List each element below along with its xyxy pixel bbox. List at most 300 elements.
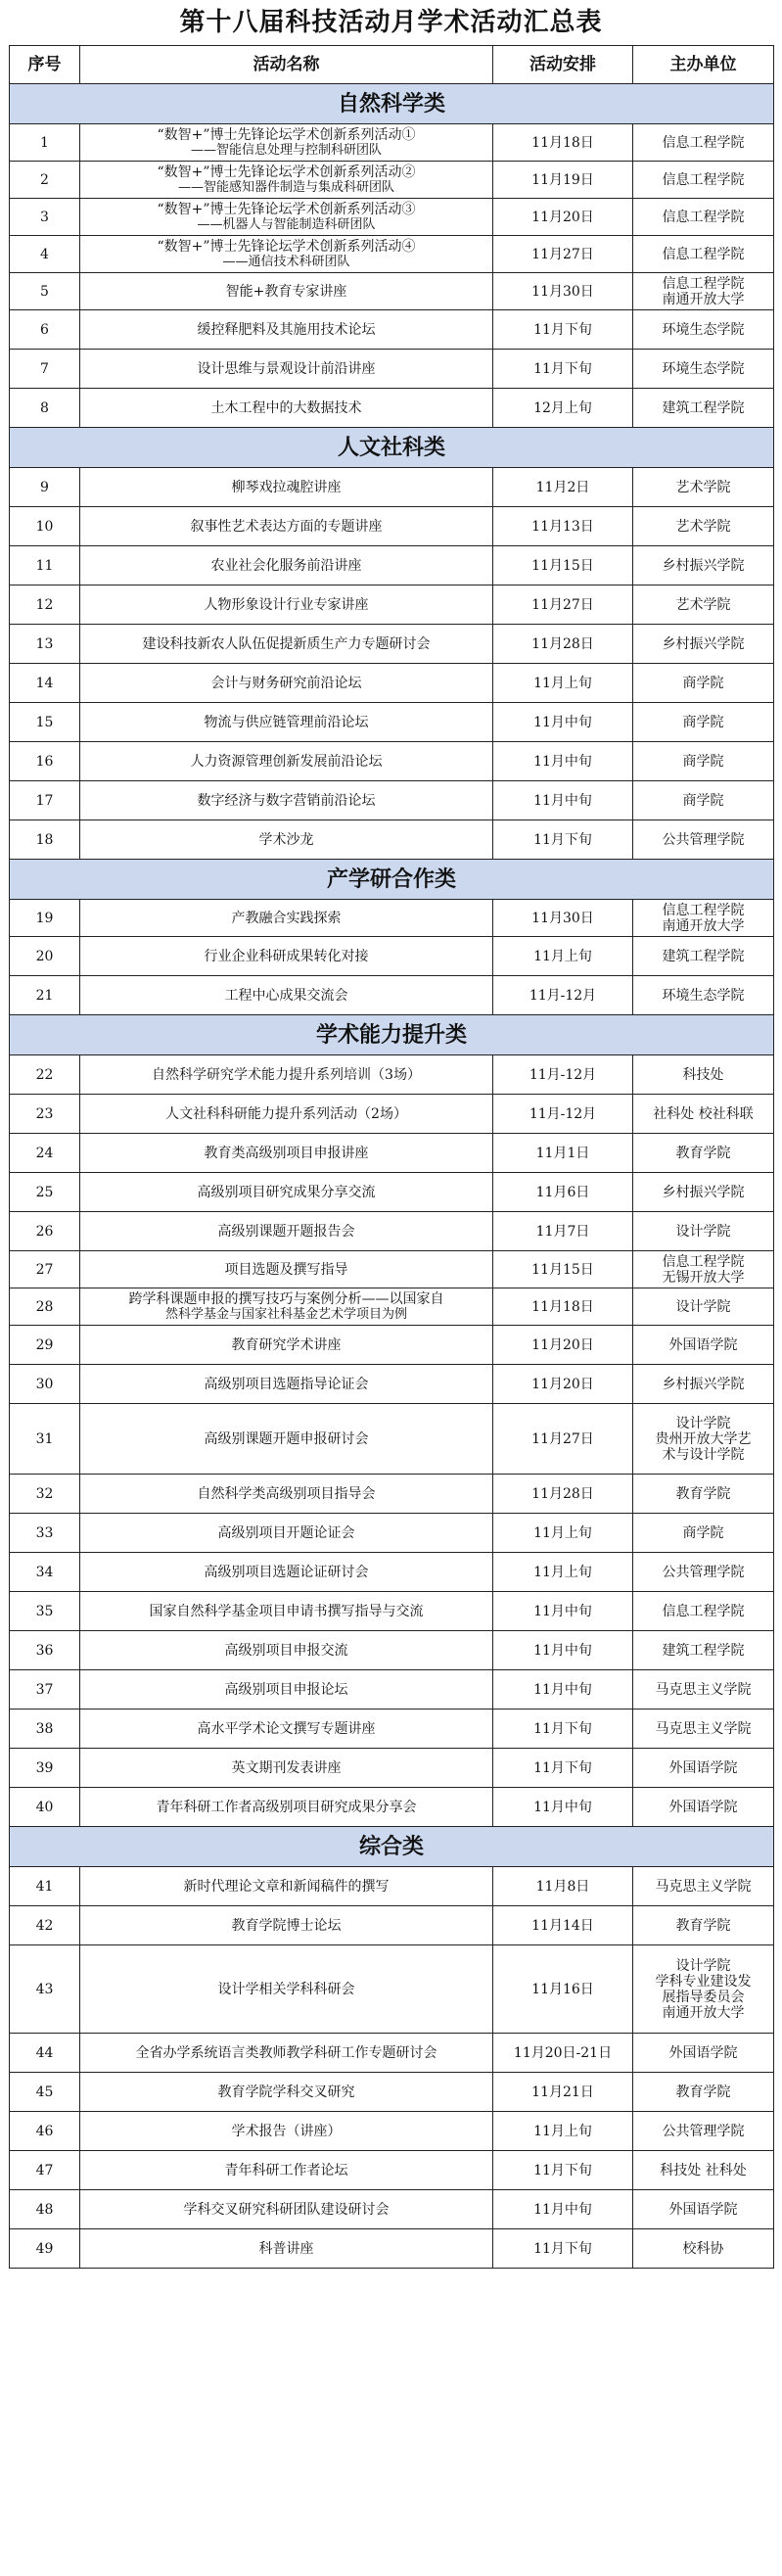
row-number: 29 bbox=[10, 1326, 80, 1365]
host-unit bbox=[633, 199, 774, 236]
activity-time: 11月2日 bbox=[493, 468, 633, 507]
activity-time: 11月28日 bbox=[493, 625, 633, 664]
host-unit-line: 南通开放大学 bbox=[662, 291, 745, 307]
activity-name bbox=[80, 937, 493, 976]
row-number: 39 bbox=[10, 1749, 80, 1788]
activity-time: 11月-12月 bbox=[493, 1055, 633, 1095]
row-number: 44 bbox=[10, 2034, 80, 2073]
row-number: 25 bbox=[10, 1173, 80, 1212]
activity-name bbox=[80, 1553, 493, 1592]
host-unit-line: 贵州开放大学艺 bbox=[655, 1430, 752, 1447]
activity-name-text: 教育研究学术讲座 bbox=[231, 1336, 342, 1353]
table-row bbox=[10, 1945, 774, 2034]
activity-time: 11月下旬 bbox=[493, 2229, 633, 2269]
activity-name-subtitle: ——机器人与智能制造科研团队 bbox=[197, 216, 376, 232]
host-unit bbox=[633, 1095, 774, 1134]
activity-time: 11月中旬 bbox=[493, 1670, 633, 1710]
row-number: 34 bbox=[10, 1553, 80, 1592]
host-unit-line: 教育学院 bbox=[675, 1917, 731, 1934]
activity-time: 11月下旬 bbox=[493, 1710, 633, 1749]
host-unit bbox=[633, 1326, 774, 1365]
table-row bbox=[10, 1867, 774, 1906]
activity-name-subtitle: ——通信技术科研团队 bbox=[222, 254, 350, 269]
activity-time: 11月下旬 bbox=[493, 1749, 633, 1788]
section-title: 人文社科类 bbox=[10, 428, 774, 468]
activity-name-text: “数智+”博士先锋论坛学术创新系列活动① bbox=[157, 126, 416, 143]
table-row bbox=[10, 781, 774, 820]
host-unit bbox=[633, 1404, 774, 1475]
row-number: 26 bbox=[10, 1212, 80, 1251]
table-row bbox=[10, 742, 774, 781]
table-row bbox=[10, 976, 774, 1015]
host-unit bbox=[633, 1212, 774, 1251]
activity-name bbox=[80, 1631, 493, 1670]
activity-time: 11月下旬 bbox=[493, 820, 633, 860]
host-unit bbox=[633, 1867, 774, 1906]
activity-time: 11月上旬 bbox=[493, 937, 633, 976]
host-unit-line: 外国语学院 bbox=[668, 2201, 738, 2218]
host-unit-line: 信息工程学院 bbox=[662, 134, 745, 151]
host-unit bbox=[633, 1475, 774, 1514]
host-unit bbox=[633, 1788, 774, 1827]
row-number: 7 bbox=[10, 350, 80, 389]
activity-time: 11月30日 bbox=[493, 273, 633, 310]
host-unit bbox=[633, 1173, 774, 1212]
row-number: 30 bbox=[10, 1365, 80, 1404]
host-unit-line: 外国语学院 bbox=[668, 1336, 738, 1353]
host-unit bbox=[633, 546, 774, 585]
table-row bbox=[10, 1173, 774, 1212]
activity-name-text: 自然科学类高级别项目指导会 bbox=[197, 1485, 376, 1502]
activity-name-text: 高级别项目选题指导论证会 bbox=[204, 1376, 369, 1392]
activity-time: 11月18日 bbox=[493, 1288, 633, 1326]
activity-name bbox=[80, 1906, 493, 1945]
row-number: 46 bbox=[10, 2112, 80, 2151]
section-title: 学术能力提升类 bbox=[10, 1015, 774, 1055]
activity-time: 11月上旬 bbox=[493, 1553, 633, 1592]
activity-time: 11月18日 bbox=[493, 124, 633, 162]
host-unit-line: 教育学院 bbox=[675, 1145, 731, 1161]
activity-name bbox=[80, 310, 493, 350]
activity-name-text: 土木工程中的大数据技术 bbox=[210, 399, 362, 416]
activity-time: 11月20日 bbox=[493, 1326, 633, 1365]
activity-name-text: 英文期刊发表讲座 bbox=[231, 1759, 342, 1776]
section-title: 产学研合作类 bbox=[10, 860, 774, 900]
activity-table bbox=[9, 45, 774, 2269]
row-number: 14 bbox=[10, 664, 80, 703]
host-unit bbox=[633, 2073, 774, 2112]
row-number: 23 bbox=[10, 1095, 80, 1134]
row-number: 33 bbox=[10, 1514, 80, 1553]
host-unit-line: 商学院 bbox=[682, 753, 724, 770]
table-row bbox=[10, 664, 774, 703]
host-unit bbox=[633, 703, 774, 742]
row-number: 19 bbox=[10, 900, 80, 937]
row-number: 22 bbox=[10, 1055, 80, 1095]
row-number: 40 bbox=[10, 1788, 80, 1827]
row-number: 16 bbox=[10, 742, 80, 781]
table-row bbox=[10, 2073, 774, 2112]
row-number: 10 bbox=[10, 507, 80, 546]
host-unit bbox=[633, 1553, 774, 1592]
activity-name bbox=[80, 781, 493, 820]
host-unit-line: 展指导委员会 bbox=[662, 1989, 745, 2005]
activity-name-text: “数智+”博士先锋论坛学术创新系列活动③ bbox=[157, 201, 416, 217]
host-unit-line: 公共管理学院 bbox=[662, 831, 745, 848]
activity-name bbox=[80, 389, 493, 428]
row-number: 8 bbox=[10, 389, 80, 428]
activity-name-text: 学科交叉研究科研团队建设研讨会 bbox=[183, 2201, 390, 2218]
activity-name bbox=[80, 1670, 493, 1710]
activity-name-text: 智能+教育专家讲座 bbox=[225, 283, 347, 300]
activity-name-text: 会计与财务研究前沿论坛 bbox=[210, 675, 362, 691]
host-unit bbox=[633, 350, 774, 389]
table-row bbox=[10, 507, 774, 546]
table-row bbox=[10, 625, 774, 664]
activity-name-text: 项目选题及撰写指导 bbox=[224, 1261, 348, 1278]
activity-name-text: 学术报告（讲座） bbox=[231, 2123, 342, 2139]
host-unit-line: 商学院 bbox=[682, 792, 724, 809]
table-row bbox=[10, 1212, 774, 1251]
host-unit-line: 南通开放大学 bbox=[662, 2004, 745, 2021]
table-header-row bbox=[10, 46, 774, 84]
activity-time: 11月20日-21日 bbox=[493, 2034, 633, 2073]
host-unit bbox=[633, 742, 774, 781]
host-unit-line: 设计学院 bbox=[675, 1957, 731, 1974]
table-row bbox=[10, 900, 774, 937]
activity-name-text: 叙事性艺术表达方面的专题讲座 bbox=[190, 518, 383, 535]
host-unit-line: 乡村振兴学院 bbox=[662, 1376, 745, 1392]
table-row bbox=[10, 1251, 774, 1288]
activity-time: 11月-12月 bbox=[493, 976, 633, 1015]
host-unit-line: 设计学院 bbox=[675, 1415, 731, 1431]
activity-name bbox=[80, 1945, 493, 2034]
activity-name bbox=[80, 1326, 493, 1365]
activity-name bbox=[80, 703, 493, 742]
activity-name bbox=[80, 468, 493, 507]
activity-name bbox=[80, 1173, 493, 1212]
row-number: 20 bbox=[10, 937, 80, 976]
table-row bbox=[10, 468, 774, 507]
host-unit-line: 艺术学院 bbox=[675, 518, 731, 535]
activity-time: 11月中旬 bbox=[493, 1788, 633, 1827]
host-unit bbox=[633, 162, 774, 199]
activity-name-text: 设计思维与景观设计前沿讲座 bbox=[197, 360, 376, 377]
activity-name-text: 产教融合实践探索 bbox=[231, 910, 342, 926]
host-unit bbox=[633, 468, 774, 507]
activity-time: 11月7日 bbox=[493, 1212, 633, 1251]
host-unit bbox=[633, 1592, 774, 1631]
activity-time: 11月1日 bbox=[493, 1134, 633, 1173]
activity-time: 11月20日 bbox=[493, 199, 633, 236]
host-unit-line: 科技处 社科处 bbox=[660, 2162, 747, 2178]
activity-name-text: 人物形象设计行业专家讲座 bbox=[204, 596, 369, 613]
activity-name bbox=[80, 1251, 493, 1288]
activity-name-text: 国家自然科学基金项目申请书撰写指导与交流 bbox=[149, 1603, 424, 1619]
table-row bbox=[10, 1788, 774, 1827]
activity-name-text: 农业社会化服务前沿讲座 bbox=[210, 557, 362, 574]
header-name: 活动名称 bbox=[80, 46, 493, 84]
host-unit-line: 无锡开放大学 bbox=[662, 1269, 745, 1286]
host-unit bbox=[633, 900, 774, 937]
table-row bbox=[10, 2190, 774, 2229]
row-number: 6 bbox=[10, 310, 80, 350]
activity-name-text: “数智+”博士先锋论坛学术创新系列活动② bbox=[157, 164, 416, 180]
activity-name-text: 高级别项目选题论证研讨会 bbox=[204, 1564, 369, 1580]
activity-time: 11月16日 bbox=[493, 1945, 633, 2034]
host-unit bbox=[633, 585, 774, 625]
host-unit-line: 信息工程学院 bbox=[662, 1253, 745, 1270]
table-row bbox=[10, 1288, 774, 1326]
table-row bbox=[10, 1514, 774, 1553]
host-unit bbox=[633, 310, 774, 350]
row-number: 37 bbox=[10, 1670, 80, 1710]
activity-time: 11月中旬 bbox=[493, 703, 633, 742]
activity-name-text: 青年科研工作者论坛 bbox=[224, 2162, 348, 2178]
host-unit-line: 商学院 bbox=[682, 1524, 724, 1541]
activity-name-text: 高级别课题开题申报研讨会 bbox=[204, 1430, 369, 1447]
activity-time: 11月上旬 bbox=[493, 2112, 633, 2151]
host-unit bbox=[633, 1710, 774, 1749]
host-unit bbox=[633, 124, 774, 162]
section-title: 自然科学类 bbox=[10, 84, 774, 124]
activity-name bbox=[80, 900, 493, 937]
row-number: 1 bbox=[10, 124, 80, 162]
table-row bbox=[10, 2112, 774, 2151]
activity-name-subtitle: 然科学基金与国家社科基金艺术学项目为例 bbox=[164, 1306, 407, 1322]
row-number: 41 bbox=[10, 1867, 80, 1906]
activity-name-text: 学术沙龙 bbox=[258, 831, 314, 848]
row-number: 17 bbox=[10, 781, 80, 820]
activity-time: 11月中旬 bbox=[493, 1631, 633, 1670]
activity-time: 11月中旬 bbox=[493, 742, 633, 781]
host-unit-line: 外国语学院 bbox=[668, 1759, 738, 1776]
table-row bbox=[10, 1906, 774, 1945]
row-number: 18 bbox=[10, 820, 80, 860]
activity-name-text: 跨学科课题申报的撰写技巧与案例分析——以国家自 bbox=[128, 1290, 444, 1307]
activity-time: 11月21日 bbox=[493, 2073, 633, 2112]
host-unit-line: 外国语学院 bbox=[668, 2044, 738, 2061]
table-row bbox=[10, 2229, 774, 2269]
activity-name bbox=[80, 1095, 493, 1134]
activity-time: 11月上旬 bbox=[493, 1514, 633, 1553]
section-row bbox=[10, 1827, 774, 1867]
table-row bbox=[10, 1134, 774, 1173]
activity-name bbox=[80, 1212, 493, 1251]
table-row bbox=[10, 546, 774, 585]
table-row bbox=[10, 1365, 774, 1404]
activity-name-text: 缓控释肥料及其施用技术论坛 bbox=[197, 321, 376, 338]
activity-name bbox=[80, 273, 493, 310]
activity-name-text: 教育学院博士论坛 bbox=[231, 1917, 342, 1934]
host-unit-line: 建筑工程学院 bbox=[662, 948, 745, 964]
row-number: 45 bbox=[10, 2073, 80, 2112]
table-row bbox=[10, 350, 774, 389]
activity-name-text: 高级别项目申报交流 bbox=[224, 1642, 348, 1659]
row-number: 3 bbox=[10, 199, 80, 236]
table-row bbox=[10, 1749, 774, 1788]
row-number: 12 bbox=[10, 585, 80, 625]
row-number: 24 bbox=[10, 1134, 80, 1173]
host-unit-line: 公共管理学院 bbox=[662, 2123, 745, 2139]
activity-name bbox=[80, 2151, 493, 2190]
host-unit bbox=[633, 1251, 774, 1288]
activity-time: 11月19日 bbox=[493, 162, 633, 199]
row-number: 15 bbox=[10, 703, 80, 742]
row-number: 43 bbox=[10, 1945, 80, 2034]
row-number: 9 bbox=[10, 468, 80, 507]
header-no: 序号 bbox=[10, 46, 80, 84]
host-unit-line: 教育学院 bbox=[675, 2084, 731, 2100]
table-row bbox=[10, 1670, 774, 1710]
activity-name bbox=[80, 199, 493, 236]
table-row bbox=[10, 1055, 774, 1095]
row-number: 4 bbox=[10, 236, 80, 273]
host-unit-line: 信息工程学院 bbox=[662, 1603, 745, 1619]
table-row bbox=[10, 273, 774, 310]
activity-name bbox=[80, 1592, 493, 1631]
activity-time: 11月下旬 bbox=[493, 350, 633, 389]
host-unit-line: 艺术学院 bbox=[675, 596, 731, 613]
activity-name bbox=[80, 1514, 493, 1553]
activity-name bbox=[80, 1288, 493, 1326]
host-unit bbox=[633, 1670, 774, 1710]
table-row bbox=[10, 1326, 774, 1365]
row-number: 13 bbox=[10, 625, 80, 664]
activity-time: 11月27日 bbox=[493, 1404, 633, 1475]
activity-time: 11月20日 bbox=[493, 1365, 633, 1404]
row-number: 32 bbox=[10, 1475, 80, 1514]
row-number: 49 bbox=[10, 2229, 80, 2269]
activity-time: 11月30日 bbox=[493, 900, 633, 937]
activity-name bbox=[80, 742, 493, 781]
table-row bbox=[10, 937, 774, 976]
host-unit bbox=[633, 2229, 774, 2269]
activity-name bbox=[80, 2190, 493, 2229]
activity-name bbox=[80, 350, 493, 389]
activity-name-text: 全省办学系统语言类教师教学科研工作专题研讨会 bbox=[135, 2044, 437, 2061]
activity-name-text: 人文社科科研能力提升系列活动（2场） bbox=[165, 1105, 407, 1122]
host-unit-line: 环境生态学院 bbox=[662, 987, 745, 1004]
host-unit-line: 环境生态学院 bbox=[662, 360, 745, 377]
host-unit-line: 设计学院 bbox=[675, 1223, 731, 1240]
host-unit-line: 环境生态学院 bbox=[662, 321, 745, 338]
activity-name bbox=[80, 124, 493, 162]
activity-name bbox=[80, 585, 493, 625]
activity-name-text: 科普讲座 bbox=[258, 2240, 314, 2257]
section-title: 综合类 bbox=[10, 1827, 774, 1867]
host-unit-line: 南通开放大学 bbox=[662, 917, 745, 934]
activity-name bbox=[80, 976, 493, 1015]
row-number: 38 bbox=[10, 1710, 80, 1749]
host-unit-line: 乡村振兴学院 bbox=[662, 1184, 745, 1200]
activity-name-text: 行业企业科研成果转化对接 bbox=[204, 948, 369, 964]
host-unit-line: 商学院 bbox=[682, 714, 724, 730]
activity-name-text: 高级别项目开题论证会 bbox=[217, 1524, 355, 1541]
table-row bbox=[10, 2034, 774, 2073]
activity-name bbox=[80, 625, 493, 664]
activity-time: 11月15日 bbox=[493, 546, 633, 585]
activity-time: 11月中旬 bbox=[493, 1592, 633, 1631]
host-unit-line: 乡村振兴学院 bbox=[662, 557, 745, 574]
host-unit-line: 公共管理学院 bbox=[662, 1564, 745, 1580]
host-unit bbox=[633, 2034, 774, 2073]
host-unit bbox=[633, 1288, 774, 1326]
row-number: 36 bbox=[10, 1631, 80, 1670]
table-row bbox=[10, 703, 774, 742]
section-row bbox=[10, 84, 774, 124]
activity-name-text: 设计学相关学科科研会 bbox=[217, 1981, 355, 1997]
activity-time: 11月13日 bbox=[493, 507, 633, 546]
host-unit bbox=[633, 1365, 774, 1404]
host-unit-line: 信息工程学院 bbox=[662, 171, 745, 188]
host-unit bbox=[633, 1631, 774, 1670]
row-number: 42 bbox=[10, 1906, 80, 1945]
section-row bbox=[10, 1015, 774, 1055]
host-unit-line: 马克思主义学院 bbox=[655, 1878, 752, 1895]
host-unit-line: 信息工程学院 bbox=[662, 275, 745, 292]
host-unit bbox=[633, 1945, 774, 2034]
activity-name bbox=[80, 2073, 493, 2112]
host-unit bbox=[633, 1055, 774, 1095]
host-unit-line: 商学院 bbox=[682, 675, 724, 691]
activity-time: 12月上旬 bbox=[493, 389, 633, 428]
activity-name bbox=[80, 1749, 493, 1788]
activity-name bbox=[80, 1404, 493, 1475]
host-unit bbox=[633, 1514, 774, 1553]
table-row bbox=[10, 1553, 774, 1592]
activity-name-text: 高级别课题开题报告会 bbox=[217, 1223, 355, 1240]
host-unit-line: 设计学院 bbox=[675, 1298, 731, 1315]
activity-name bbox=[80, 1365, 493, 1404]
host-unit-line: 乡村振兴学院 bbox=[662, 635, 745, 652]
host-unit-line: 校科协 bbox=[682, 2240, 724, 2257]
activity-name-subtitle: ——智能信息处理与控制科研团队 bbox=[190, 142, 382, 158]
activity-name-text: 新时代理论文章和新闻稿件的撰写 bbox=[183, 1878, 390, 1895]
activity-time: 11月下旬 bbox=[493, 310, 633, 350]
table-row bbox=[10, 199, 774, 236]
host-unit bbox=[633, 1134, 774, 1173]
row-number: 35 bbox=[10, 1592, 80, 1631]
host-unit-line: 社科处 校社科联 bbox=[653, 1105, 754, 1122]
host-unit-line: 马克思主义学院 bbox=[655, 1720, 752, 1737]
host-unit bbox=[633, 625, 774, 664]
row-number: 47 bbox=[10, 2151, 80, 2190]
table-row bbox=[10, 1404, 774, 1475]
host-unit bbox=[633, 2151, 774, 2190]
activity-time: 11月15日 bbox=[493, 1251, 633, 1288]
activity-name bbox=[80, 664, 493, 703]
activity-name-text: 数字经济与数字营销前沿论坛 bbox=[197, 792, 376, 809]
host-unit-line: 外国语学院 bbox=[668, 1799, 738, 1815]
host-unit bbox=[633, 820, 774, 860]
section-row bbox=[10, 860, 774, 900]
host-unit-line: 科技处 bbox=[682, 1066, 724, 1083]
section-row bbox=[10, 428, 774, 468]
activity-time: 11月27日 bbox=[493, 585, 633, 625]
activity-time: 11月中旬 bbox=[493, 2190, 633, 2229]
activity-name-text: 物流与供应链管理前沿论坛 bbox=[204, 714, 369, 730]
table-row bbox=[10, 2151, 774, 2190]
host-unit-line: 术与设计学院 bbox=[662, 1446, 745, 1463]
table-row bbox=[10, 1710, 774, 1749]
host-unit bbox=[633, 1906, 774, 1945]
activity-time: 11月27日 bbox=[493, 236, 633, 273]
host-unit-line: 建筑工程学院 bbox=[662, 1642, 745, 1659]
activity-name bbox=[80, 820, 493, 860]
header-unit: 主办单位 bbox=[633, 46, 774, 84]
host-unit bbox=[633, 2190, 774, 2229]
